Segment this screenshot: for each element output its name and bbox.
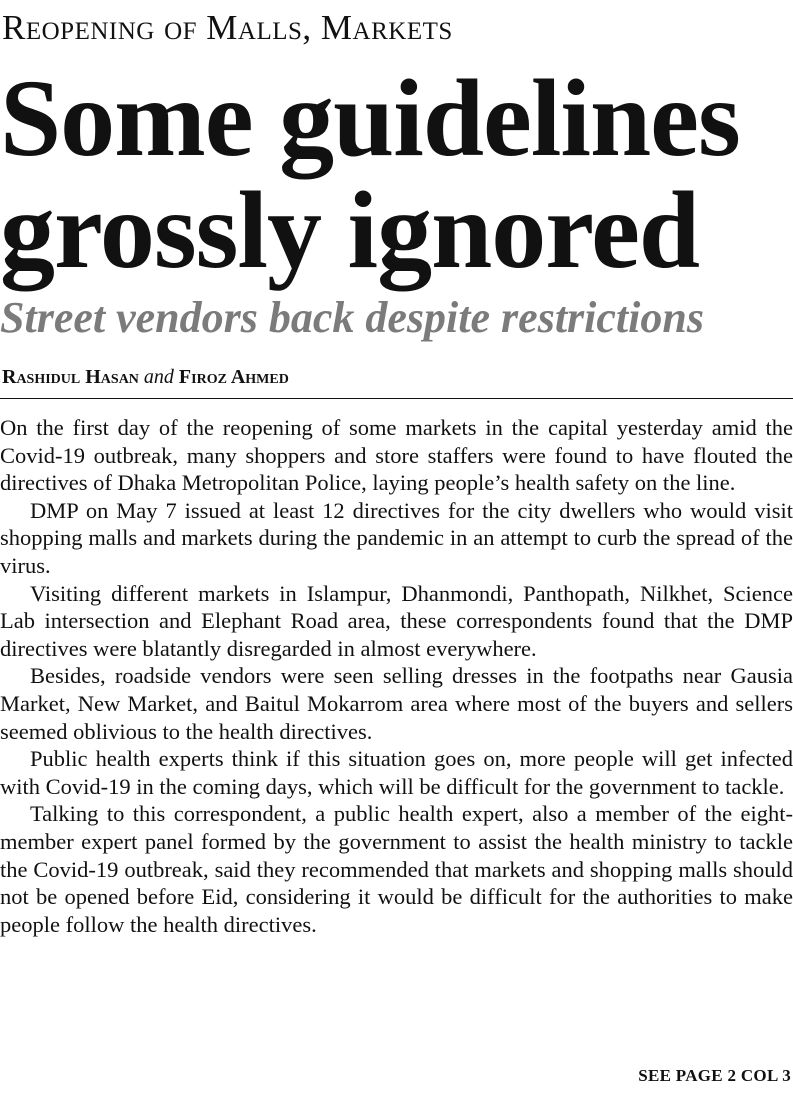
byline-connector: and — [143, 366, 174, 388]
article-paragraph: Besides, roadside vendors were seen selling dresses in the footpaths near Gausia Market, New Market, and Baitul Mokarrom area where most of the buyers and sellers seemed oblivious to the health directives. — [0, 663, 793, 744]
byline-author-2: Firoz Ahmed — [178, 366, 289, 388]
article-paragraph: Visiting different markets in Islampur, Dhanmondi, Panthopath, Nilkhet, Science Lab intersection and Elephant Road area, these correspondents found that the DMP directives were blatantly disregarded in almost everywhere. — [0, 580, 793, 661]
byline-author-1: Rashidul Hasan — [2, 366, 139, 388]
article-paragraph: Public health experts think if this situation goes on, more people will get infected with Covid-19 in the coming days, which will be difficult for the government to tackle. — [0, 746, 793, 799]
kicker: Reopening of Malls, Markets — [2, 8, 453, 47]
article-paragraph: On the first day of the reopening of some markets in the capital yesterday amid the Covid-19 outbreak, many shoppers and store staffers were found to have flouted the directives of Dhaka Metropolitan Police, laying people’s health safety on the line. — [0, 415, 793, 496]
subheadline: Street vendors back despite restrictions — [0, 293, 704, 342]
article-paragraph: Talking to this correspondent, a public health expert, also a member of the eight-member expert panel formed by the government to assist the health ministry to tackle the Covid-19 outbreak, said they recommended that markets and shopping malls should not be opened before Eid, considering it would be difficult for the authorities to make people follow the health directives. — [0, 801, 793, 937]
headline: Some guidelines grossly ignored — [0, 57, 740, 291]
article-paragraph: DMP on May 7 issued at least 12 directives for the city dwellers who would visit shopping malls and markets during the pandemic in an attempt to curb the spread of the virus. — [0, 497, 793, 578]
byline-rule — [0, 398, 793, 399]
article-body — [0, 414, 793, 938]
byline — [2, 367, 289, 387]
continuation-jump-line[interactable]: SEE PAGE 2 COL 3 — [638, 1066, 791, 1085]
